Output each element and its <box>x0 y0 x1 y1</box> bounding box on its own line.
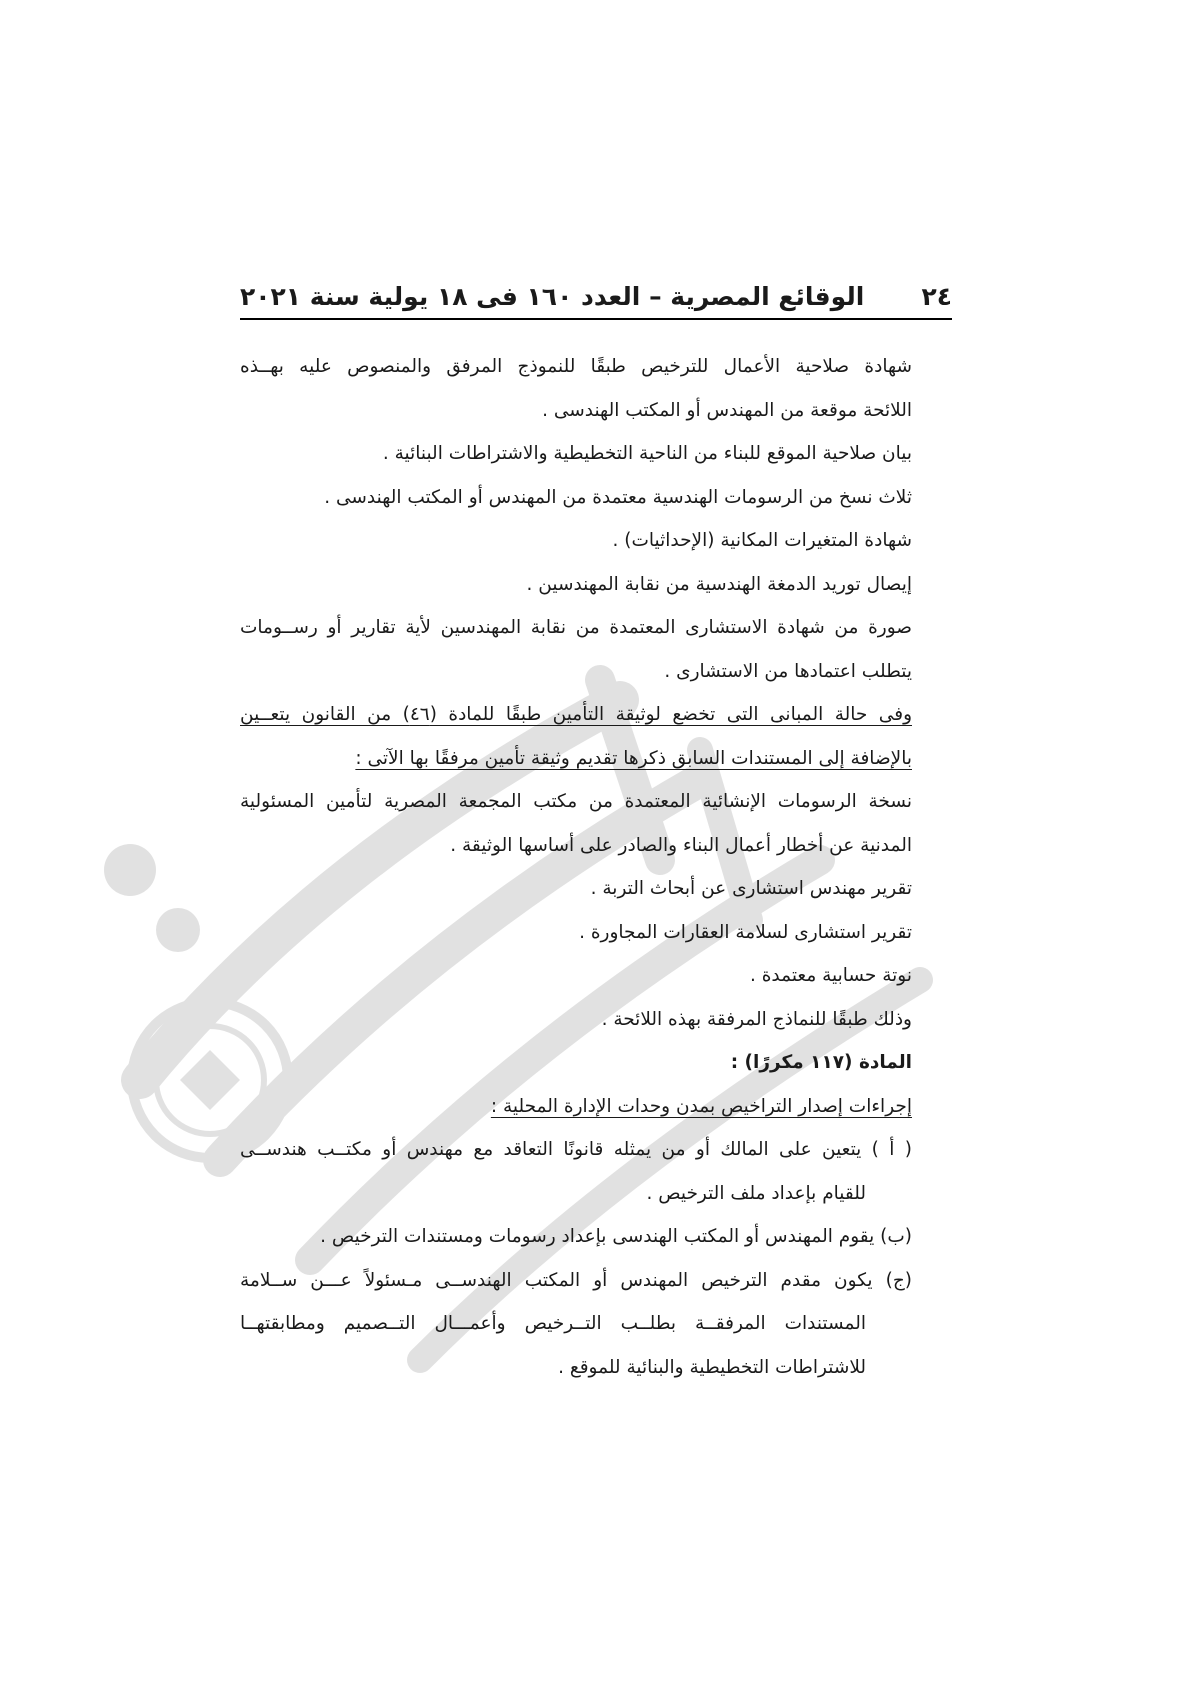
list-item: ( أ ) يتعين على المالك أو من يمثله قانونًا التعاقد مع مهندس أو مكتــب هندســى <box>240 1139 912 1160</box>
text-line: ثلاث نسخ من الرسومات الهندسية معتمدة من المهندس أو المكتب الهندسى . <box>324 486 912 508</box>
list-item-continuation: المستندات المرفقــة بطلــب التــرخيص وأعمـــال التــصميم ومطابقتهــا <box>240 1313 866 1334</box>
text-line: وذلك طبقًا للنماذج المرفقة بهذه اللائحة . <box>601 1008 912 1030</box>
section-heading: إجراءات إصدار التراخيص بمدن وحدات الإدارة المحلية : <box>490 1095 912 1117</box>
text-line: بيان صلاحية الموقع للبناء من الناحية التخطيطية والاشتراطات البنائية . <box>382 443 912 464</box>
page-header <box>240 272 952 312</box>
text-line: شهادة صلاحية الأعمال للترخيص طبقًا للنموذج المرفق والمنصوص عليه بهــذه <box>240 356 912 377</box>
text-line: يتطلب اعتمادها من الاستشارى . <box>664 660 912 682</box>
page-number: ٢٤ <box>921 282 952 311</box>
text-line-underlined: وفى حالة المبانى التى تخضع لوثيقة التأمين طبقًا للمادة (٤٦) من القانون يتعــين <box>240 704 912 725</box>
text-line: شهادة المتغيرات المكانية (الإحداثيات) . <box>612 530 912 551</box>
text-line: تقرير مهندس استشارى عن أبحاث التربة . <box>590 878 912 899</box>
text-line: نوتة حسابية معتمدة . <box>749 965 912 986</box>
list-item-continuation: للقيام بإعداد ملف الترخيص . <box>646 1182 866 1204</box>
header-divider <box>240 318 952 320</box>
article-heading: المادة (١١٧ مكررًا) : <box>730 1052 912 1073</box>
list-item-continuation: للاشتراطات التخطيطية والبنائية للموقع . <box>558 1356 866 1378</box>
document-body <box>240 352 912 1396</box>
text-line: اللائحة موقعة من المهندس أو المكتب الهندسى . <box>542 399 912 421</box>
text-line: صورة من شهادة الاستشارى المعتمدة من نقابة المهندسين لأية تقارير أو رســومات <box>240 617 912 638</box>
text-line: تقرير استشارى لسلامة العقارات المجاورة . <box>579 921 912 943</box>
text-line: نسخة الرسومات الإنشائية المعتمدة من مكتب المجمعة المصرية لتأمين المسئولية <box>240 791 912 812</box>
text-line-underlined: بالإضافة إلى المستندات السابق ذكرها تقديم وثيقة تأمين مرفقًا بها الآتى : <box>355 747 912 769</box>
list-item: (ج) يكون مقدم الترخيص المهندس أو المكتب الهندســى مـسئولاً عـــن ســلامة <box>240 1269 912 1291</box>
list-item: (ب) يقوم المهندس أو المكتب الهندسى بإعداد رسومات ومستندات الترخيص . <box>320 1226 912 1247</box>
gazette-title: الوقائع المصرية – العدد ١٦٠ فى ١٨ يولية سنة ٢٠٢١ <box>240 282 865 311</box>
text-line: المدنية عن أخطار أعمال البناء والصادر على أساسها الوثيقة . <box>450 834 912 856</box>
text-line: إيصال توريد الدمغة الهندسية من نقابة المهندسين . <box>526 573 912 595</box>
